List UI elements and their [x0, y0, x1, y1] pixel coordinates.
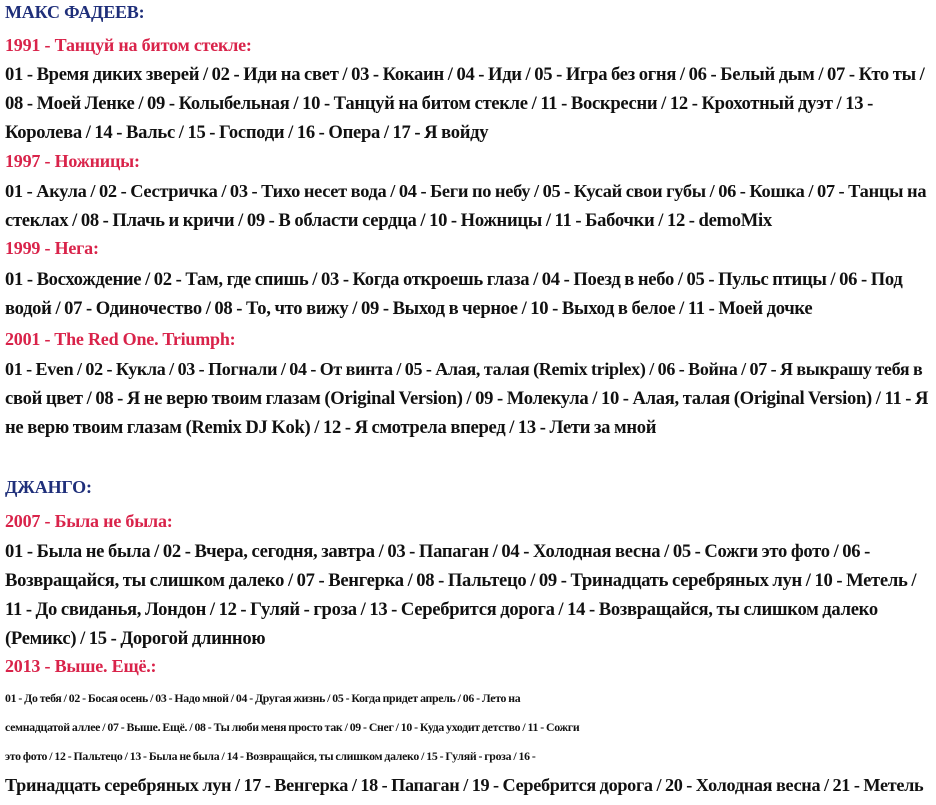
album-heading: 2001 - The Red One. Triumph:: [5, 329, 236, 349]
tracklist-line: не верю твоим глазам (Remix DJ Kok) / 12 - Я смотрела вперед / 13 - Лети за мной: [5, 417, 657, 438]
album-tracklist: [5, 60, 925, 147]
album-heading: 1991 - Танцуй на битом стекле:: [5, 35, 252, 55]
tracklist-line: свой цвет / 08 - Я не верю твоим глазам (Original Version) / 09 - Молекула / 10 - Алая, талая (Original Version) / 11 - Я: [5, 388, 929, 409]
tracklist-line: 01 - Акула / 02 - Сестричка / 03 - Тихо несет вода / 04 - Беги по небу / 05 - Кусай свои губы / 06 - Кошка / 07 - Танцы на: [5, 181, 927, 201]
tracklist-line: 01 - Время диких зверей / 02 - Иди на свет / 03 - Кокаин / 04 - Иди / 05 - Игра без огня / 06 - Белый дым / 07 - Кто ты /: [5, 64, 925, 85]
tracklist-line: (Ремикс) / 15 - Дорогой длинною: [5, 628, 266, 649]
album-tracklist: [5, 265, 902, 323]
tracklist-line: стеклах / 08 - Плачь и кричи / 09 - В области сердца / 10 - Ножницы / 11 - Бабочки / 12 - demoMix: [5, 210, 772, 231]
tracklist-line: 01 - Была не была / 02 - Вчера, сегодня, завтра / 03 - Папаган / 04 - Холодная весна / 05 - Сожги это фото / 06 -: [5, 541, 871, 562]
album-tracklist: [5, 537, 916, 653]
tracklist-line: 01 - Even / 02 - Кукла / 03 - Погнали / 04 - От винта / 05 - Алая, талая (Remix triplex) / 06 - Война / 07 - Я выкрашу тебя в: [5, 359, 923, 379]
tracklist-line: это фото / 12 - Пальтецо / 13 - Была не была / 14 - Возвращайся, ты слишком далеко / 15 - Гуляй - гроза / 16 -: [5, 749, 536, 763]
artist-heading: ДЖАНГО:: [5, 477, 92, 497]
tracklist-line: 01 - Восхождение / 02 - Там, где спишь / 03 - Когда откроешь глаза / 04 - Поезд в небо / 05 - Пульс птицы / 06 - Под: [5, 269, 903, 290]
tracklist-line: Тринадцать серебряных лун / 17 - Венгерка / 18 - Папаган / 19 - Серебрится дорога / 20 - Холодная весна / 21 - Метель: [5, 775, 924, 795]
tracklist-line: Королева / 14 - Вальс / 15 - Господи / 16 - Опера / 17 - Я войду: [5, 122, 489, 143]
album-tracklist: [5, 355, 928, 442]
tracklist-line: 08 - Моей Ленке / 09 - Колыбельная / 10 - Танцуй на битом стекле / 11 - Воскресни / 12 - Крохотный дуэт / 13 -: [5, 93, 873, 114]
album-heading: 1999 - Нега:: [5, 238, 99, 258]
tracklist-line: водой / 07 - Одиночество / 08 - То, что вижу / 09 - Выход в черное / 10 - Выход в белое / 11 - Моей дочке: [5, 298, 813, 319]
tracklist-line: 01 - До тебя / 02 - Босая осень / 03 - Надо мной / 04 - Другая жизнь / 05 - Когда придет апрель / 06 - Лето на: [5, 691, 521, 705]
artist-heading: МАКС ФАДЕЕВ:: [5, 2, 145, 22]
album-heading: 1997 - Ножницы:: [5, 151, 140, 171]
album-heading: 2007 - Была не была:: [5, 511, 173, 531]
album-heading: 2013 - Выше. Ещё.:: [5, 656, 157, 676]
album-tracklist: [5, 684, 923, 800]
tracklist-line: 11 - До свиданья, Лондон / 12 - Гуляй - гроза / 13 - Серебрится дорога / 14 - Возвращайся, ты слишком далеко: [5, 599, 878, 620]
tracklist-line: семнадцатой аллее / 07 - Выше. Ещё. / 08 - Ты люби меня просто так / 09 - Снег / 10 - Куда уходит детство / 11 - Сожги: [5, 720, 580, 734]
album-tracklist: [5, 177, 926, 235]
tracklist-line: Возвращайся, ты слишком далеко / 07 - Венгерка / 08 - Пальтецо / 09 - Тринадцать серебряных лун / 10 - Метель /: [5, 570, 917, 591]
